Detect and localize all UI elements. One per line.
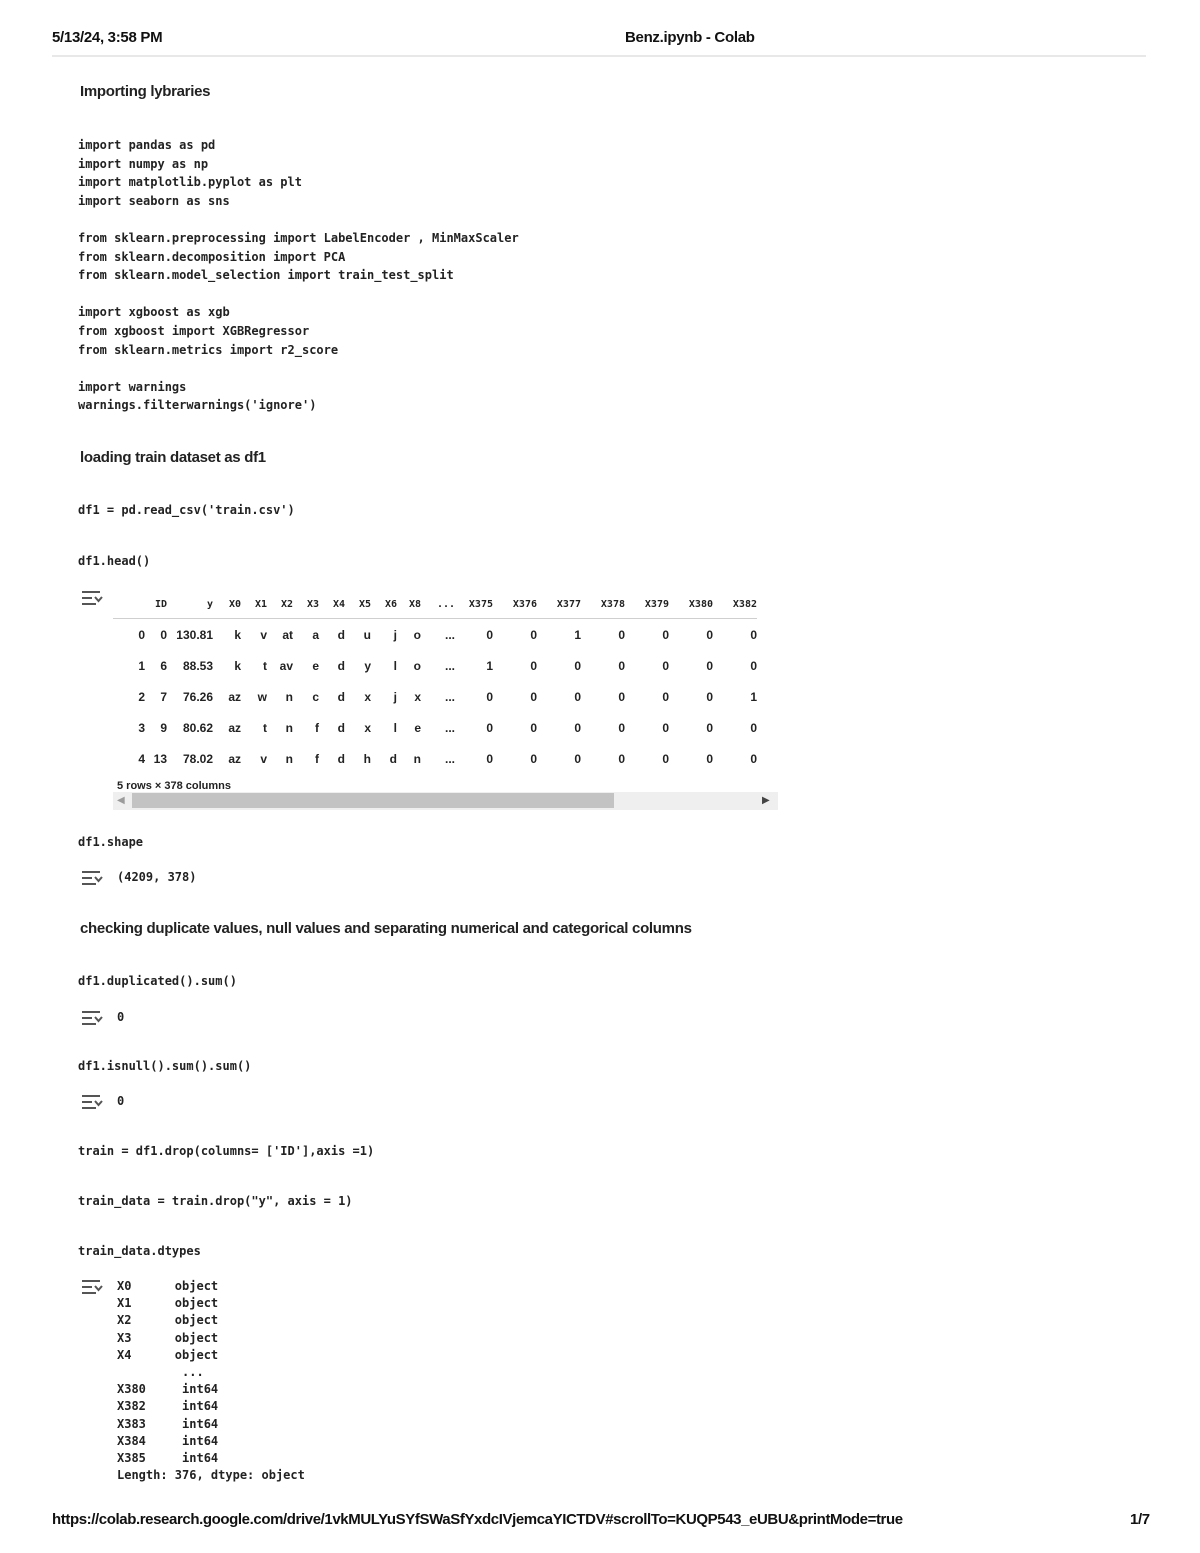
row-index: 4: [138, 751, 145, 766]
page-url: https://colab.research.google.com/drive/1vkMULYuSYfSWaSfYxdcIVjemcaYICTDV#scrollTo=KUQP543_eUBU&printMode=true: [52, 1511, 903, 1528]
table-cell: x: [364, 689, 371, 704]
column-header: X377: [537, 590, 581, 619]
table-cell: 0: [706, 658, 713, 673]
table-cell: 0: [574, 751, 581, 766]
table-cell: 130.81: [176, 627, 213, 642]
column-header: ID: [145, 590, 167, 619]
output-toggle-icon[interactable]: [80, 868, 104, 888]
table-cell: x: [414, 689, 421, 704]
dataframe-summary: 5 rows × 378 columns: [117, 780, 232, 792]
table-cell: az: [228, 720, 241, 735]
table-cell: 0: [662, 658, 669, 673]
markdown-heading-load: loading train dataset as df1: [80, 449, 266, 466]
table-cell: 0: [618, 720, 625, 735]
table-cell: v: [260, 627, 267, 642]
table-row: [113, 743, 757, 774]
table-cell: e: [414, 720, 421, 735]
table-cell: f: [315, 751, 319, 766]
table-cell: 0: [530, 658, 537, 673]
table-cell: y: [364, 658, 371, 673]
scroll-left-icon[interactable]: ◀: [117, 795, 125, 806]
table-cell: l: [393, 720, 397, 735]
table-cell: 0: [530, 720, 537, 735]
table-cell: 0: [160, 627, 167, 642]
isnull-output: 0: [117, 1094, 125, 1108]
table-cell: 0: [486, 751, 493, 766]
column-header: X0: [213, 590, 241, 619]
table-cell: 6: [160, 658, 167, 673]
table-header-row: [113, 590, 757, 619]
table-cell: f: [315, 720, 319, 735]
page-title: Benz.ipynb - Colab: [625, 29, 755, 46]
code-cell-drop-id[interactable]: train = df1.drop(columns= ['ID'],axis =1): [78, 1144, 375, 1158]
code-cell-shape[interactable]: df1.shape: [78, 835, 144, 849]
table-cell: o: [413, 627, 421, 642]
column-header: ...: [421, 590, 455, 619]
column-header: X2: [267, 590, 293, 619]
code-cell-duplicated[interactable]: df1.duplicated().sum(): [78, 974, 237, 988]
column-header: X3: [293, 590, 319, 619]
table-cell: n: [285, 751, 293, 766]
table-cell: 0: [662, 751, 669, 766]
table-cell: 0: [618, 751, 625, 766]
duplicated-output: 0: [117, 1010, 125, 1024]
table-cell: ...: [444, 751, 455, 766]
table-cell: 0: [662, 689, 669, 704]
scroll-right-icon[interactable]: ▶: [762, 795, 770, 806]
table-cell: d: [337, 689, 345, 704]
code-cell-imports[interactable]: import pandas as pd import numpy as np import matplotlib.pyplot as plt import seaborn as sns from sklearn.preprocessing import LabelEncoder , MinMaxScaler from sklearn.decomposition import PCA from sklearn.model_selection import train_test_split import xgboost as xgb from xgboost import XGBRegressor from sklearn.metrics import r2_score import warnings warnings.filterwarnings('ignore'): [78, 138, 519, 413]
table-cell: 7: [160, 689, 167, 704]
table-cell: v: [260, 751, 267, 766]
table-cell: 0: [750, 627, 757, 642]
column-header: X8: [397, 590, 421, 619]
table-cell: w: [257, 689, 267, 704]
table-cell: d: [337, 720, 345, 735]
table-cell: 80.62: [182, 720, 213, 735]
table-cell: x: [364, 720, 371, 735]
table-cell: 0: [486, 720, 493, 735]
table-cell: 0: [750, 751, 757, 766]
table-cell: ...: [444, 627, 455, 642]
markdown-heading-checks: checking duplicate values, null values and separating numerical and categorical columns: [80, 920, 692, 937]
code-cell-dtypes[interactable]: train_data.dtypes: [78, 1244, 201, 1258]
output-toggle-icon[interactable]: [80, 1277, 104, 1297]
code-cell-head[interactable]: df1.head(): [78, 554, 151, 568]
table-cell: 0: [706, 689, 713, 704]
dataframe-table: [113, 590, 757, 774]
column-header: X378: [581, 590, 625, 619]
table-cell: 0: [618, 627, 625, 642]
table-cell: 0: [662, 627, 669, 642]
table-cell: 0: [574, 689, 581, 704]
table-cell: at: [282, 627, 293, 642]
table-cell: 0: [706, 751, 713, 766]
table-cell: 0: [618, 658, 625, 673]
table-cell: av: [279, 658, 293, 673]
table-cell: 0: [706, 627, 713, 642]
table-cell: az: [228, 751, 241, 766]
table-cell: u: [363, 627, 371, 642]
table-cell: 0: [574, 720, 581, 735]
row-index: 3: [138, 720, 145, 735]
output-toggle-icon[interactable]: [80, 1008, 104, 1028]
column-header: X375: [455, 590, 493, 619]
shape-output: (4209, 378): [117, 870, 197, 884]
table-cell: k: [234, 627, 241, 642]
table-cell: 0: [750, 720, 757, 735]
column-header: X382: [713, 590, 757, 619]
column-header: X1: [241, 590, 267, 619]
output-toggle-icon[interactable]: [80, 588, 104, 608]
table-cell: 0: [486, 627, 493, 642]
code-cell-drop-y[interactable]: train_data = train.drop("y", axis = 1): [78, 1194, 353, 1208]
table-cell: 9: [160, 720, 167, 735]
code-cell-read-csv[interactable]: df1 = pd.read_csv('train.csv'): [78, 503, 295, 517]
row-index: 2: [138, 689, 145, 704]
table-cell: 0: [706, 720, 713, 735]
table-cell: ...: [444, 658, 455, 673]
print-datetime: 5/13/24, 3:58 PM: [52, 29, 163, 46]
table-cell: 0: [662, 720, 669, 735]
table-cell: j: [393, 627, 397, 642]
table-cell: e: [312, 658, 319, 673]
table-cell: 0: [530, 627, 537, 642]
table-cell: 13: [153, 751, 167, 766]
table-cell: o: [413, 658, 421, 673]
table-cell: 0: [750, 658, 757, 673]
column-header: X5: [345, 590, 371, 619]
column-header: X379: [625, 590, 669, 619]
table-cell: d: [389, 751, 397, 766]
table-cell: h: [363, 751, 371, 766]
table-cell: t: [263, 658, 267, 673]
table-cell: 0: [486, 689, 493, 704]
column-header: y: [167, 590, 213, 619]
table-cell: 0: [574, 658, 581, 673]
column-header: X6: [371, 590, 397, 619]
table-cell: 88.53: [182, 658, 213, 673]
table-cell: ...: [444, 689, 455, 704]
table-cell: a: [312, 627, 319, 642]
table-cell: d: [337, 751, 345, 766]
table-cell: t: [263, 720, 267, 735]
markdown-heading-imports: Importing lybraries: [80, 83, 211, 100]
table-cell: 1: [750, 689, 757, 704]
table-cell: 78.02: [182, 751, 213, 766]
table-cell: 0: [530, 751, 537, 766]
column-header: X380: [669, 590, 713, 619]
table-cell: n: [285, 689, 293, 704]
table-cell: 1: [486, 658, 493, 673]
header-divider: [52, 55, 1146, 57]
page-number: 1/7: [1130, 1511, 1150, 1528]
table-cell: 1: [574, 627, 581, 642]
row-index: 0: [138, 627, 145, 642]
table-cell: ...: [444, 720, 455, 735]
row-index: 1: [138, 658, 145, 673]
table-cell: 0: [618, 689, 625, 704]
column-header: [113, 590, 145, 619]
table-row: [113, 619, 757, 651]
table-cell: 76.26: [182, 689, 213, 704]
table-cell: n: [413, 751, 421, 766]
table-cell: d: [337, 627, 345, 642]
dataframe-output[interactable]: [113, 590, 778, 810]
table-cell: 0: [530, 689, 537, 704]
code-cell-isnull[interactable]: df1.isnull().sum().sum(): [78, 1059, 252, 1073]
column-header: X4: [319, 590, 345, 619]
table-cell: d: [337, 658, 345, 673]
output-toggle-icon[interactable]: [80, 1092, 104, 1112]
table-cell: c: [312, 689, 319, 704]
table-row: [113, 650, 757, 681]
scrollbar-thumb[interactable]: [132, 793, 614, 808]
table-cell: j: [393, 689, 397, 704]
table-cell: l: [393, 658, 397, 673]
table-cell: n: [285, 720, 293, 735]
table-row: [113, 681, 757, 712]
dtypes-output: X0 object X1 object X2 object X3 object X4 object ... X380 int64 X382 int64 X383 int64 X384 int64 X385 int64 Length: 376, dtype: object: [117, 1279, 305, 1483]
table-cell: k: [234, 658, 241, 673]
table-row: [113, 712, 757, 743]
table-cell: az: [228, 689, 241, 704]
column-header: X376: [493, 590, 537, 619]
